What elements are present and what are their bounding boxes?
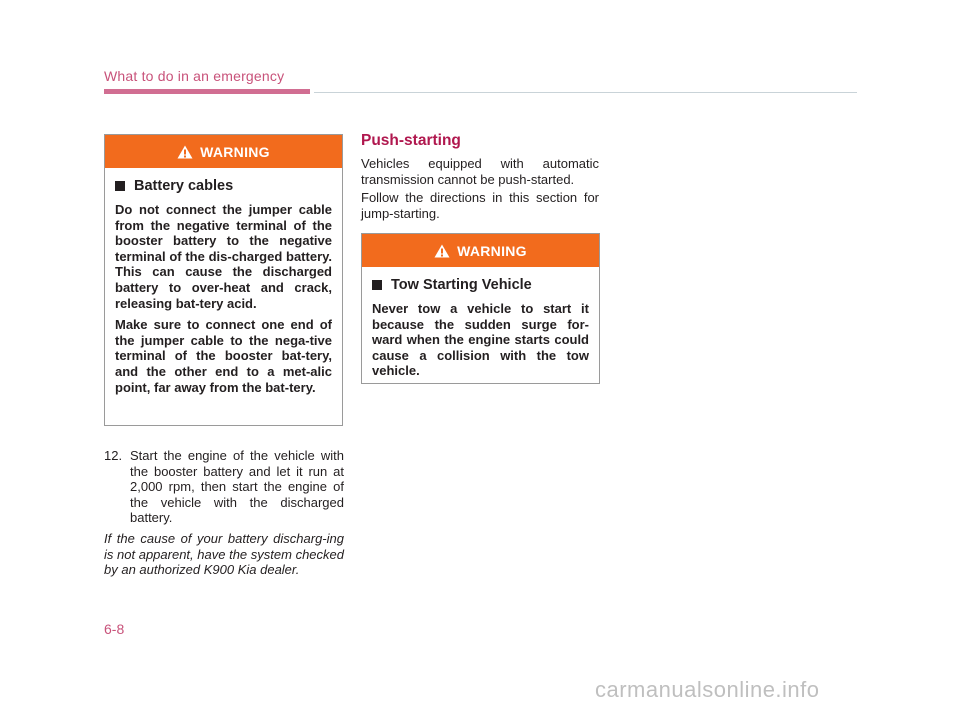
warning-box-tow-starting	[361, 233, 600, 384]
warning-header	[362, 234, 599, 267]
warning-label: WARNING	[200, 143, 270, 160]
paragraph: Follow the directions in this section for jump-starting.	[361, 190, 599, 221]
square-bullet-icon	[372, 280, 382, 290]
step-12	[104, 448, 344, 526]
header-accent-rule	[104, 89, 310, 94]
watermark: carmanualsonline.info	[595, 677, 820, 702]
section-title-push-starting: Push-starting	[361, 132, 461, 149]
warning-subtitle-text: Battery cables	[134, 178, 234, 194]
warning-triangle-icon	[177, 145, 193, 159]
step-number: 12.	[104, 448, 123, 463]
warning-paragraph: Never tow a vehicle to start it because the sudden surge for-ward when the engine starts could cause a collision with the tow vehicle.	[372, 301, 589, 379]
warning-label: WARNING	[457, 242, 527, 259]
warning-triangle-icon	[434, 244, 450, 258]
warning-paragraph: Do not connect the jumper cable from the negative terminal of the booster battery to the negative terminal of the dis-charged battery. This can cause the discharged battery to over-heat and crack, releasing bat-tery acid.	[115, 202, 332, 311]
warning-box-battery-cables	[104, 134, 343, 426]
square-bullet-icon	[115, 181, 125, 191]
page-number: 6-8	[104, 621, 125, 637]
warning-header	[105, 135, 342, 168]
warning-paragraph: Make sure to connect one end of the jumper cable to the nega-tive terminal of the booster bat-tery, and the other end to a met-alic point, far away from the bat-tery.	[115, 317, 332, 395]
paragraph: Vehicles equipped with automatic transmission cannot be push-started.	[361, 156, 599, 187]
italic-note: If the cause of your battery discharg-ing is not apparent, have the system checked by an authorized K900 Kia dealer.	[104, 531, 344, 578]
header-divider-rule	[314, 92, 857, 93]
running-header: What to do in an emergency	[104, 68, 285, 84]
warning-subtitle	[115, 178, 332, 194]
step-text: Start the engine of the vehicle with the booster battery and let it run at 2,000 rpm, then start the engine of the vehicle with the discharged battery.	[130, 448, 344, 526]
warning-subtitle-text: Tow Starting Vehicle	[391, 277, 532, 293]
warning-subtitle	[372, 277, 589, 293]
